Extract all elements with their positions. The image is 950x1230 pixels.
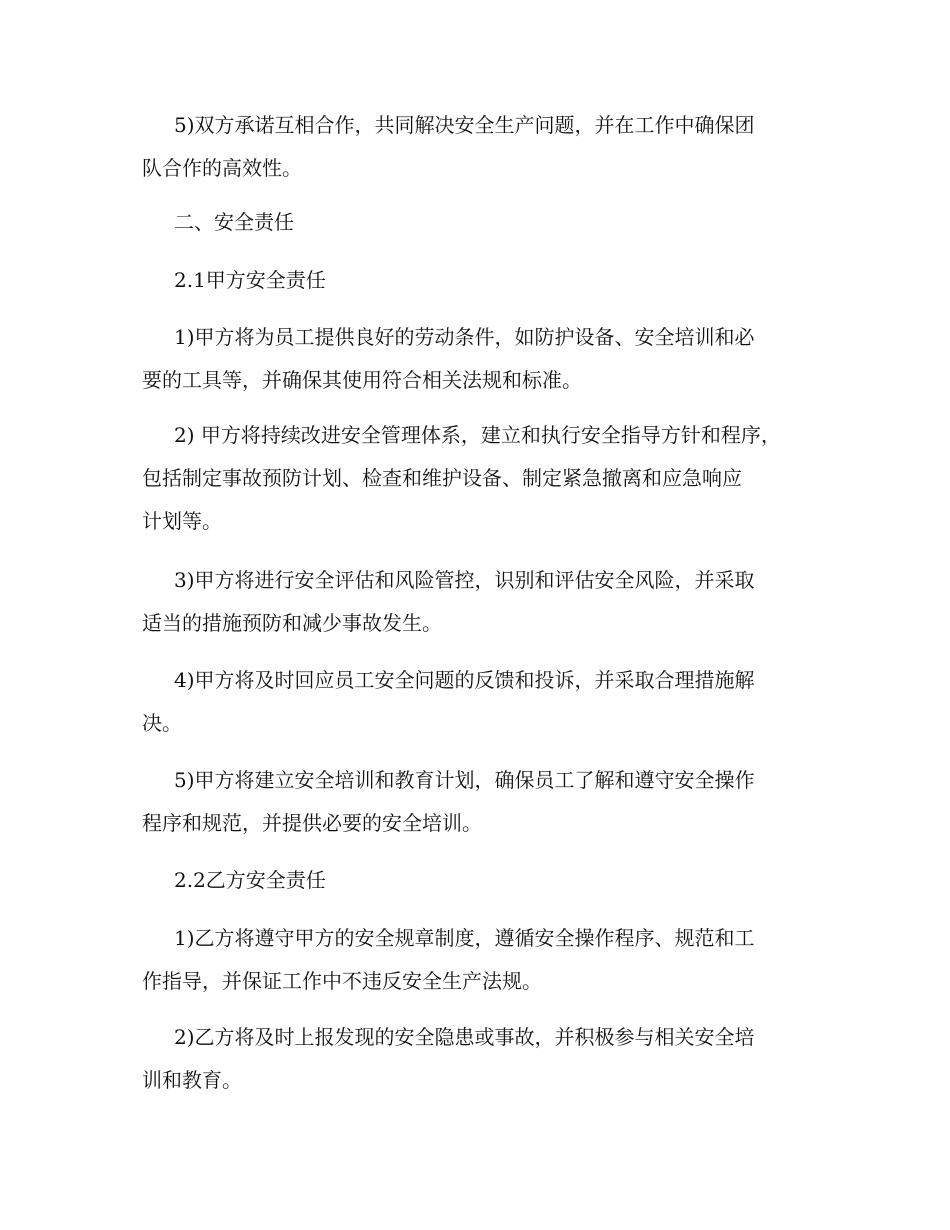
subsection-heading-party-a	[142, 259, 822, 302]
paragraph-line: 4)甲方将及时回应员工安全问题的反馈和投诉，并采取合理措施解	[174, 668, 755, 692]
subsection-heading-party-b	[142, 859, 822, 902]
paragraph-line: 1)甲方将为员工提供良好的劳动条件，如防护设备、安全培训和必	[174, 325, 755, 349]
paragraph-party-a-item-1	[142, 316, 822, 402]
paragraph-line: 适当的措施预防和减少事故发生。	[142, 611, 442, 635]
paragraph-line: 2) 甲方将持续改进安全管理体系，建立和执行安全指导方针和程序，	[174, 423, 781, 447]
subsection-heading-text: 2.1甲方安全责任	[174, 268, 326, 292]
paragraph-line: 包括制定事故预防计划、检查和维护设备、制定紧急撤离和应急响应	[142, 466, 742, 490]
paragraph-line: 队合作的高效性。	[142, 156, 302, 180]
paragraph-line: 要的工具等，并确保其使用符合相关法规和标准。	[142, 368, 582, 392]
section-heading-text: 二、安全责任	[174, 210, 294, 234]
paragraph-line: 作指导，并保证工作中不违反安全生产法规。	[142, 969, 542, 993]
section-heading-safety-responsibility	[142, 201, 822, 244]
paragraph-line: 1)乙方将遵守甲方的安全规章制度，遵循安全操作程序、规范和工	[174, 926, 755, 950]
paragraph-party-a-item-2	[142, 414, 822, 543]
paragraph-line: 计划等。	[142, 509, 222, 533]
paragraph-line: 2)乙方将及时上报发现的安全隐患或事故，并积极参与相关安全培	[174, 1025, 755, 1049]
paragraph-party-b-item-1	[142, 917, 822, 1003]
paragraph-party-a-item-3	[142, 559, 822, 645]
paragraph-party-a-item-4	[142, 659, 822, 745]
paragraph-line: 决。	[142, 711, 182, 735]
paragraph-cooperation	[142, 104, 822, 190]
subsection-heading-text: 2.2乙方安全责任	[174, 868, 326, 892]
paragraph-party-b-item-2	[142, 1016, 822, 1102]
paragraph-line: 5)甲方将建立安全培训和教育计划，确保员工了解和遵守安全操作	[174, 768, 755, 792]
paragraph-line: 训和教育。	[142, 1068, 242, 1092]
paragraph-party-a-item-5	[142, 759, 822, 845]
paragraph-line: 3)甲方将进行安全评估和风险管控，识别和评估安全风险，并采取	[174, 568, 755, 592]
paragraph-line: 程序和规范，并提供必要的安全培训。	[142, 811, 482, 835]
paragraph-line: 5)双方承诺互相合作，共同解决安全生产问题，并在工作中确保团	[174, 113, 755, 137]
